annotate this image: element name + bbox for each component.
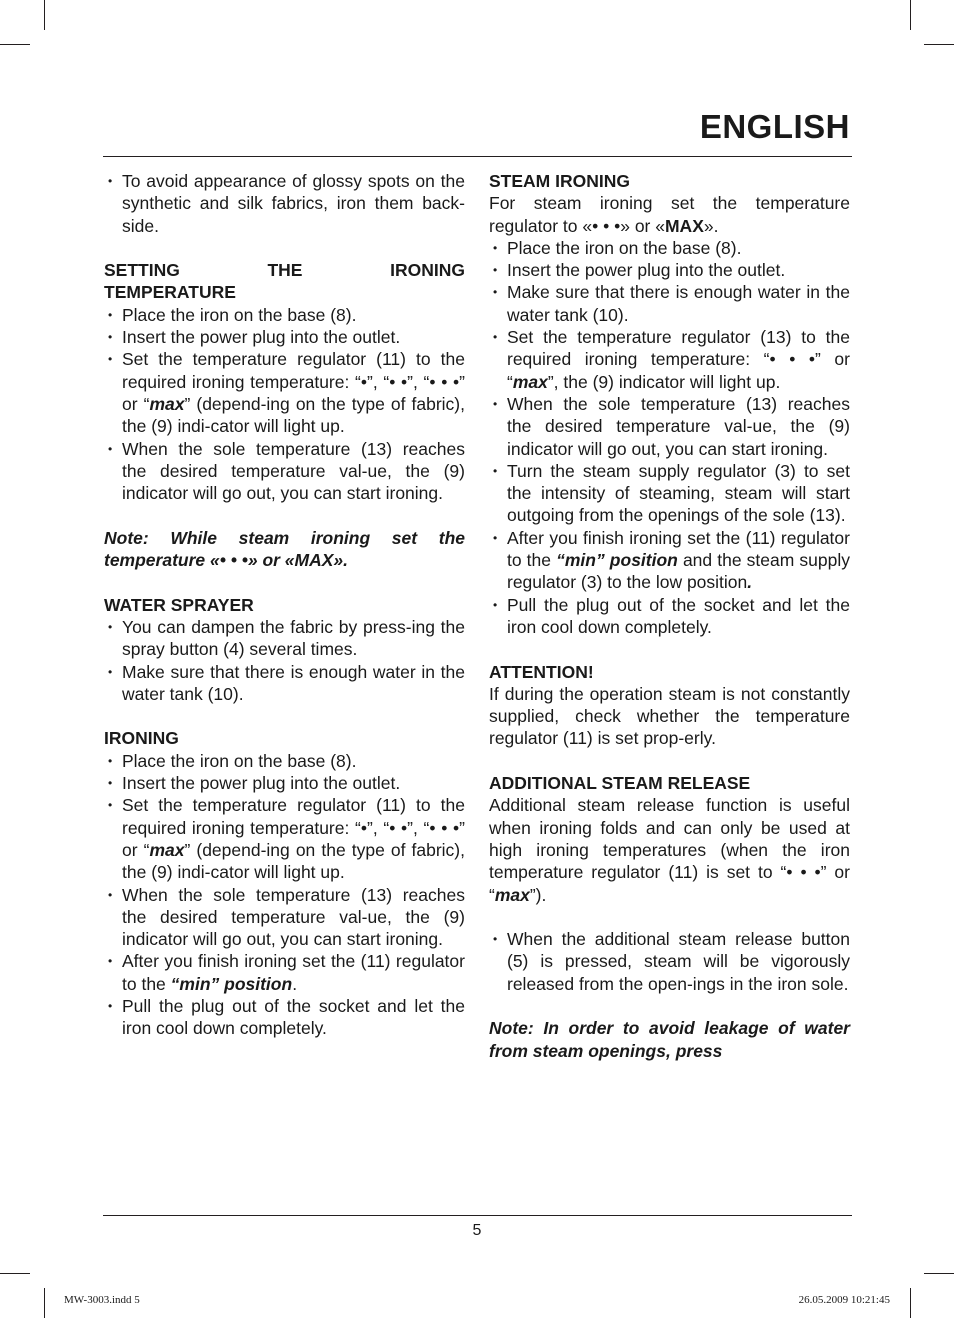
section-heading-sprayer: WATER SPRAYER xyxy=(104,594,254,615)
list-item: • When the sole temperature (13) reaches the desired temperature val-ue, the (9) indicator will go out, you can start ironing. xyxy=(489,393,850,460)
steam-list xyxy=(489,237,850,638)
page-title: ENGLISH xyxy=(699,108,850,145)
crop-mark xyxy=(924,44,954,45)
page-number: 5 xyxy=(472,1222,482,1239)
header-rule xyxy=(103,156,852,157)
list-item: • After you finish ironing set the (11) regulator to the “min” position and the steam supply regulator (3) to the low position. xyxy=(489,527,850,594)
ironing-list xyxy=(104,750,465,1040)
note-steam-temperature: Note: While steam ironing set the temperature «• • •» or «MAX». xyxy=(104,527,465,571)
list-item: • When the sole temperature (13) reaches the desired temperature val-ue, the (9) indicator will go out, you can start ironing. xyxy=(104,438,465,505)
list-item: • Make sure that there is enough water in the water tank (10). xyxy=(489,281,850,326)
crop-mark xyxy=(910,0,911,30)
section-heading-additional: ADDITIONAL STEAM RELEASE xyxy=(489,773,751,794)
additional-text: Additional steam release function is useful when ironing folds and can only be used at high ironing temperatures (when the iron temperature regulator (11) is set to “• • •” or “max”). xyxy=(489,795,850,905)
crop-mark xyxy=(44,1288,45,1318)
list-item: • Make sure that there is enough water in the water tank (10). xyxy=(104,661,465,706)
list-item: • Place the iron on the base (8). xyxy=(104,304,465,326)
list-item: • Insert the power plug into the outlet. xyxy=(489,259,850,281)
left-column xyxy=(104,170,465,1040)
attention-text: If during the operation steam is not constantly supplied, check whether the temperature regulator (11) is set prop-erly. xyxy=(489,683,850,749)
section-heading-ironing: IRONING xyxy=(104,728,179,749)
file-slug: MW-3003.indd 5 xyxy=(64,1294,140,1306)
list-item: • Pull the plug out of the socket and let the iron cool down completely. xyxy=(489,594,850,639)
section-heading-attention: ATTENTION! xyxy=(489,661,594,682)
additional-list xyxy=(489,928,850,995)
crop-mark xyxy=(910,1288,911,1318)
section-heading-setting: SETTING THE IRONING xyxy=(104,260,465,281)
list-item: • Pull the plug out of the socket and let the iron cool down completely. xyxy=(104,995,465,1040)
list-item: • After you finish ironing set the (11) regulator to the “min” position. xyxy=(104,950,465,995)
footer-rule xyxy=(103,1215,852,1216)
section-heading-setting-line2: TEMPERATURE xyxy=(104,282,236,303)
crop-mark xyxy=(0,1273,30,1274)
setting-list xyxy=(104,304,465,505)
list-item: • You can dampen the fabric by press-ing the spray button (4) several times. xyxy=(104,616,465,661)
section-heading-steam: STEAM IRONING xyxy=(489,171,630,191)
list-item: • Insert the power plug into the outlet. xyxy=(104,326,465,348)
crop-mark xyxy=(0,44,30,45)
list-item: • Place the iron on the base (8). xyxy=(489,237,850,259)
intro-list xyxy=(104,170,465,237)
crop-mark xyxy=(924,1273,954,1274)
crop-mark xyxy=(44,0,45,30)
date-slug: 26.05.2009 10:21:45 xyxy=(798,1294,890,1306)
list-item: • Place the iron on the base (8). xyxy=(104,750,465,772)
list-item: • Set the temperature regulator (11) to the required ironing temperature: “•”, “• •”, “• • •” or “max” (depend-ing on the type of fabric), the (9) indi-cator will light up. xyxy=(104,348,465,437)
right-column xyxy=(489,170,850,1062)
list-item: • When the additional steam release button (5) is pressed, steam will be vigorously released from the open-ings in the iron sole. xyxy=(489,928,850,995)
list-item: • Set the temperature regulator (11) to the required ironing temperature: “•”, “• •”, “• • •” or “max” (depend-ing on the type of fabric), the (9) indi-cator will light up. xyxy=(104,794,465,883)
sprayer-list xyxy=(104,616,465,705)
list-item: • To avoid appearance of glossy spots on the synthetic and silk fabrics, iron them back-side. xyxy=(104,170,465,237)
list-item: • Insert the power plug into the outlet. xyxy=(104,772,465,794)
list-item: • Set the temperature regulator (13) to the required ironing temperature: “• • •” or “max”, the (9) indicator will light up. xyxy=(489,326,850,393)
list-item: • Turn the steam supply regulator (3) to set the intensity of steaming, steam will start outgoing from the openings of the sole (13). xyxy=(489,460,850,527)
note-leakage: Note: In order to avoid leakage of water from steam openings, press xyxy=(489,1018,850,1061)
steam-intro: For steam ironing set the temperature regulator to «• • •» or «MAX». xyxy=(489,193,850,236)
list-item: • When the sole temperature (13) reaches the desired temperature val-ue, the (9) indicator will go out, you can start ironing. xyxy=(104,884,465,951)
